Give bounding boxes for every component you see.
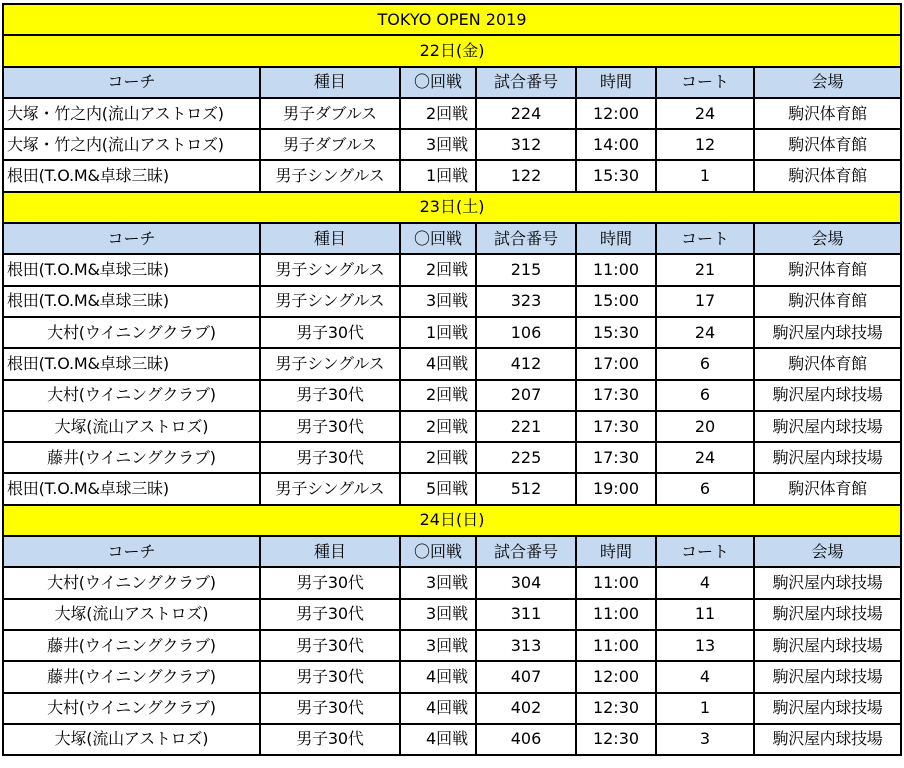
match-number-cell: 106 <box>476 317 576 348</box>
venue-cell: 駒沢体育館 <box>754 160 901 191</box>
time-cell: 11:00 <box>576 254 656 285</box>
header-match-number: 試合番号 <box>476 536 576 567</box>
table-row <box>3 661 901 692</box>
day-label: 24日(日) <box>3 505 901 536</box>
time-cell: 17:30 <box>576 380 656 411</box>
match-number-cell: 215 <box>476 254 576 285</box>
header-court: コート <box>656 67 754 98</box>
header-match-number: 試合番号 <box>476 223 576 254</box>
header-venue: 会場 <box>754 536 901 567</box>
event-cell: 男子30代 <box>260 442 400 473</box>
coach-cell: 大村(ウイニングクラブ) <box>3 380 260 411</box>
table-row <box>3 411 901 442</box>
header-venue: 会場 <box>754 67 901 98</box>
coach-cell: 大村(ウイニングクラブ) <box>3 317 260 348</box>
table-row <box>3 567 901 598</box>
match-number-cell: 313 <box>476 630 576 661</box>
round-cell: 1回戦 <box>400 160 476 191</box>
event-cell: 男子30代 <box>260 317 400 348</box>
schedule-table <box>2 3 902 756</box>
round-cell: 2回戦 <box>400 254 476 285</box>
event-cell: 男子30代 <box>260 380 400 411</box>
venue-cell: 駒沢体育館 <box>754 348 901 379</box>
event-cell: 男子シングルス <box>260 160 400 191</box>
header-coach: コーチ <box>3 223 260 254</box>
round-cell: 1回戦 <box>400 317 476 348</box>
court-cell: 6 <box>656 348 754 379</box>
coach-cell: 大村(ウイニングクラブ) <box>3 693 260 724</box>
day-label: 23日(土) <box>3 192 901 223</box>
day-row <box>3 192 901 223</box>
event-cell: 男子シングルス <box>260 286 400 317</box>
court-cell: 4 <box>656 567 754 598</box>
venue-cell: 駒沢屋内球技場 <box>754 599 901 630</box>
venue-cell: 駒沢屋内球技場 <box>754 630 901 661</box>
time-cell: 12:30 <box>576 693 656 724</box>
court-cell: 6 <box>656 473 754 504</box>
column-header-row <box>3 223 901 254</box>
venue-cell: 駒沢体育館 <box>754 254 901 285</box>
coach-cell: 大塚(流山アストロズ) <box>3 599 260 630</box>
match-number-cell: 304 <box>476 567 576 598</box>
venue-cell: 駒沢屋内球技場 <box>754 661 901 692</box>
venue-cell: 駒沢体育館 <box>754 473 901 504</box>
coach-cell: 根田(T.O.M&卓球三昧) <box>3 348 260 379</box>
time-cell: 15:00 <box>576 286 656 317</box>
header-time: 時間 <box>576 67 656 98</box>
table-row <box>3 129 901 160</box>
coach-cell: 藤井(ウイニングクラブ) <box>3 630 260 661</box>
court-cell: 6 <box>656 380 754 411</box>
table-row <box>3 98 901 129</box>
venue-cell: 駒沢体育館 <box>754 98 901 129</box>
match-number-cell: 412 <box>476 348 576 379</box>
coach-cell: 根田(T.O.M&卓球三昧) <box>3 160 260 191</box>
round-cell: 4回戦 <box>400 661 476 692</box>
event-cell: 男子シングルス <box>260 254 400 285</box>
coach-cell: 根田(T.O.M&卓球三昧) <box>3 254 260 285</box>
coach-cell: 大塚(流山アストロズ) <box>3 411 260 442</box>
court-cell: 13 <box>656 630 754 661</box>
table-row <box>3 473 901 504</box>
header-round: 〇回戦 <box>400 536 476 567</box>
round-cell: 3回戦 <box>400 599 476 630</box>
time-cell: 14:00 <box>576 129 656 160</box>
table-row <box>3 317 901 348</box>
time-cell: 17:30 <box>576 411 656 442</box>
header-coach: コーチ <box>3 67 260 98</box>
time-cell: 11:00 <box>576 630 656 661</box>
coach-cell: 藤井(ウイニングクラブ) <box>3 661 260 692</box>
header-court: コート <box>656 536 754 567</box>
header-round: 〇回戦 <box>400 67 476 98</box>
court-cell: 1 <box>656 693 754 724</box>
match-number-cell: 224 <box>476 98 576 129</box>
round-cell: 3回戦 <box>400 286 476 317</box>
match-number-cell: 406 <box>476 724 576 755</box>
event-cell: 男子30代 <box>260 567 400 598</box>
court-cell: 11 <box>656 599 754 630</box>
header-event: 種目 <box>260 67 400 98</box>
round-cell: 4回戦 <box>400 348 476 379</box>
round-cell: 2回戦 <box>400 442 476 473</box>
venue-cell: 駒沢屋内球技場 <box>754 317 901 348</box>
court-cell: 12 <box>656 129 754 160</box>
time-cell: 12:30 <box>576 724 656 755</box>
title-row <box>3 4 901 35</box>
venue-cell: 駒沢屋内球技場 <box>754 693 901 724</box>
table-row <box>3 286 901 317</box>
match-number-cell: 312 <box>476 129 576 160</box>
table-row <box>3 630 901 661</box>
match-number-cell: 207 <box>476 380 576 411</box>
time-cell: 15:30 <box>576 317 656 348</box>
venue-cell: 駒沢屋内球技場 <box>754 724 901 755</box>
time-cell: 11:00 <box>576 567 656 598</box>
time-cell: 17:00 <box>576 348 656 379</box>
match-number-cell: 323 <box>476 286 576 317</box>
round-cell: 4回戦 <box>400 724 476 755</box>
match-number-cell: 221 <box>476 411 576 442</box>
round-cell: 3回戦 <box>400 567 476 598</box>
coach-cell: 藤井(ウイニングクラブ) <box>3 442 260 473</box>
round-cell: 2回戦 <box>400 411 476 442</box>
match-number-cell: 407 <box>476 661 576 692</box>
day-row <box>3 35 901 66</box>
header-round: 〇回戦 <box>400 223 476 254</box>
coach-cell: 大塚(流山アストロズ) <box>3 724 260 755</box>
header-match-number: 試合番号 <box>476 67 576 98</box>
venue-cell: 駒沢屋内球技場 <box>754 567 901 598</box>
round-cell: 2回戦 <box>400 380 476 411</box>
event-cell: 男子30代 <box>260 630 400 661</box>
time-cell: 17:30 <box>576 442 656 473</box>
round-cell: 4回戦 <box>400 693 476 724</box>
round-cell: 3回戦 <box>400 129 476 160</box>
event-cell: 男子30代 <box>260 693 400 724</box>
coach-cell: 大村(ウイニングクラブ) <box>3 567 260 598</box>
court-cell: 20 <box>656 411 754 442</box>
court-cell: 24 <box>656 442 754 473</box>
court-cell: 4 <box>656 661 754 692</box>
coach-cell: 根田(T.O.M&卓球三昧) <box>3 473 260 504</box>
court-cell: 24 <box>656 98 754 129</box>
table-row <box>3 348 901 379</box>
column-header-row <box>3 67 901 98</box>
table-row <box>3 254 901 285</box>
header-coach: コーチ <box>3 536 260 567</box>
header-time: 時間 <box>576 223 656 254</box>
coach-cell: 大塚・竹之内(流山アストロズ) <box>3 98 260 129</box>
event-cell: 男子ダブルス <box>260 129 400 160</box>
venue-cell: 駒沢屋内球技場 <box>754 411 901 442</box>
header-venue: 会場 <box>754 223 901 254</box>
header-event: 種目 <box>260 223 400 254</box>
venue-cell: 駒沢屋内球技場 <box>754 442 901 473</box>
match-number-cell: 225 <box>476 442 576 473</box>
header-event: 種目 <box>260 536 400 567</box>
table-row <box>3 724 901 755</box>
coach-cell: 大塚・竹之内(流山アストロズ) <box>3 129 260 160</box>
event-cell: 男子30代 <box>260 411 400 442</box>
match-number-cell: 122 <box>476 160 576 191</box>
match-number-cell: 512 <box>476 473 576 504</box>
header-court: コート <box>656 223 754 254</box>
venue-cell: 駒沢体育館 <box>754 129 901 160</box>
event-cell: 男子30代 <box>260 724 400 755</box>
sheet-title: TOKYO OPEN 2019 <box>3 4 901 35</box>
match-number-cell: 402 <box>476 693 576 724</box>
time-cell: 12:00 <box>576 98 656 129</box>
venue-cell: 駒沢屋内球技場 <box>754 380 901 411</box>
coach-cell: 根田(T.O.M&卓球三昧) <box>3 286 260 317</box>
table-row <box>3 442 901 473</box>
time-cell: 15:30 <box>576 160 656 191</box>
event-cell: 男子シングルス <box>260 348 400 379</box>
match-number-cell: 311 <box>476 599 576 630</box>
venue-cell: 駒沢体育館 <box>754 286 901 317</box>
time-cell: 19:00 <box>576 473 656 504</box>
court-cell: 3 <box>656 724 754 755</box>
table-row <box>3 380 901 411</box>
event-cell: 男子シングルス <box>260 473 400 504</box>
time-cell: 11:00 <box>576 599 656 630</box>
time-cell: 12:00 <box>576 661 656 692</box>
day-label: 22日(金) <box>3 35 901 66</box>
round-cell: 2回戦 <box>400 98 476 129</box>
court-cell: 21 <box>656 254 754 285</box>
day-row <box>3 505 901 536</box>
column-header-row <box>3 536 901 567</box>
table-row <box>3 160 901 191</box>
court-cell: 24 <box>656 317 754 348</box>
court-cell: 1 <box>656 160 754 191</box>
round-cell: 3回戦 <box>400 630 476 661</box>
table-row <box>3 599 901 630</box>
event-cell: 男子30代 <box>260 599 400 630</box>
table-row <box>3 693 901 724</box>
event-cell: 男子30代 <box>260 661 400 692</box>
header-time: 時間 <box>576 536 656 567</box>
court-cell: 17 <box>656 286 754 317</box>
event-cell: 男子ダブルス <box>260 98 400 129</box>
round-cell: 5回戦 <box>400 473 476 504</box>
